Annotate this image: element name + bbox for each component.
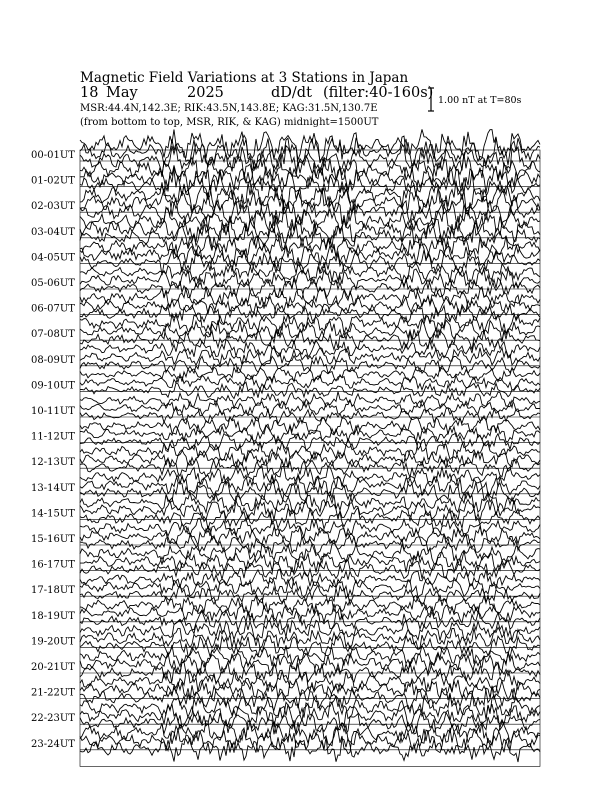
trace-msr <box>80 585 540 605</box>
row-label: 17-18UT <box>31 585 75 597</box>
row-label: 19-20UT <box>31 636 75 648</box>
row-label: 16-17UT <box>31 559 75 571</box>
row-label: 03-04UT <box>31 226 75 238</box>
trace-msr <box>80 329 540 350</box>
trace-kag <box>80 518 540 538</box>
trace-kag <box>80 466 540 487</box>
trace-rik <box>80 320 540 342</box>
trace-rik <box>80 577 540 598</box>
row-label: 23-24UT <box>31 738 75 750</box>
trace-kag <box>80 287 540 309</box>
row-label: 12-13UT <box>31 457 75 469</box>
row-label: 04-05UT <box>31 252 75 264</box>
trace-msr <box>80 356 540 374</box>
trace-msr <box>80 408 540 424</box>
filter-label: (filter:40-160s) <box>323 85 434 101</box>
stations-info: MSR:44.4N,142.3E; RIK:43.5N,143.8E; KAG:31.5N,130.7E <box>80 103 378 114</box>
trace-kag <box>80 207 540 236</box>
row-label: 11-12UT <box>31 431 75 443</box>
row-label: 02-03UT <box>31 201 75 213</box>
trace-kag <box>80 719 540 745</box>
trace-msr <box>80 250 540 276</box>
trace-rik <box>80 500 540 522</box>
trace-msr <box>80 169 540 202</box>
trace-msr <box>80 735 540 762</box>
row-label: 10-11UT <box>31 406 75 417</box>
row-label: 08-09UT <box>31 354 75 366</box>
row-label: 22-23UT <box>31 713 75 725</box>
date-day: 18 <box>80 85 99 101</box>
row-label: 01-02UT <box>31 175 75 187</box>
trace-msr <box>80 482 540 503</box>
row-label: 20-21UT <box>31 662 75 673</box>
row-label: 09-10UT <box>31 380 75 392</box>
trace-rik <box>80 135 540 168</box>
row-label: 13-14UT <box>31 482 75 494</box>
trace-msr <box>80 508 540 530</box>
date-month: May <box>106 85 138 101</box>
trace-kag <box>80 417 540 435</box>
row-label: 07-08UT <box>31 329 75 341</box>
date-year: 2025 <box>187 85 224 101</box>
row-label: 21-22UT <box>31 687 75 699</box>
row-label: 00-01UT <box>31 150 75 161</box>
row-label: 05-06UT <box>31 278 75 289</box>
row-label: 06-07UT <box>31 303 75 315</box>
plot-frame <box>80 150 540 766</box>
row-label: 14-15UT <box>31 508 75 520</box>
scale-bar-label: 1.00 nT at T=80s <box>438 95 522 106</box>
station-order-note: (from bottom to top, MSR, RIK, & KAG) midnight=1500UT <box>80 117 379 128</box>
row-label: 15-16UT <box>31 534 75 545</box>
row-label: 18-19UT <box>31 610 75 622</box>
mode-label: dD/dt <box>271 85 312 101</box>
chart-title: Magnetic Field Variations at 3 Stations in Japan <box>80 70 409 86</box>
trace-kag <box>80 392 540 409</box>
trace-msr <box>80 433 540 451</box>
